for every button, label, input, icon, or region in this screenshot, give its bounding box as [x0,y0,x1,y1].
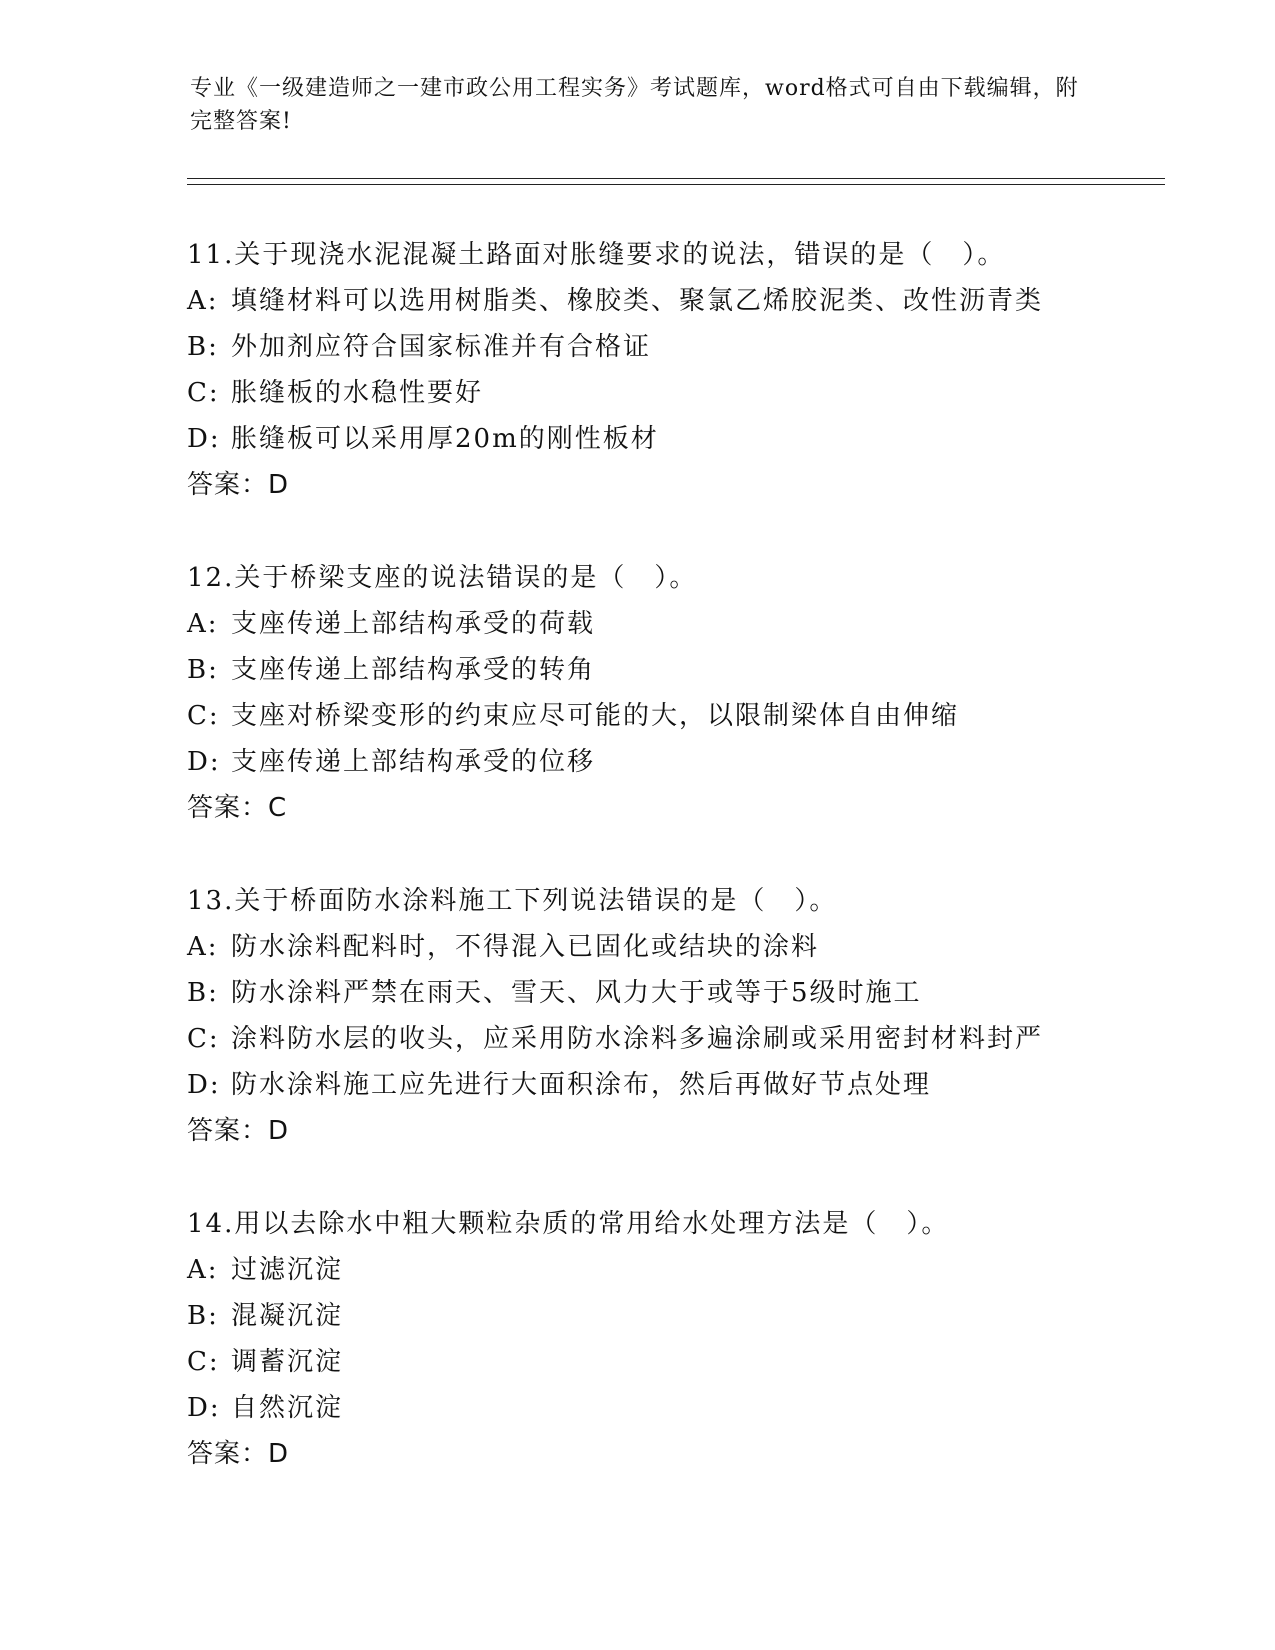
option-a [187,278,1187,324]
option-text: 支座传递上部结构承受的荷载 [231,609,596,639]
option-letter: D: [187,1070,221,1100]
option-a [187,924,1187,970]
option-letter: A: [187,609,219,639]
option-d [187,739,1187,785]
option-text: 混凝沉淀 [231,1301,344,1331]
option-text: 涂料防水层的收头，应采用防水涂料多遍涂刷或采用密封材料封严 [231,1024,1044,1054]
option-letter: D: [187,424,221,454]
option-text: 填缝材料可以选用树脂类、橡胶类、聚氯乙烯胶泥类、改性沥青类 [231,286,1044,316]
answer-line [187,1108,1187,1154]
option-letter: B: [187,655,219,685]
option-b [187,1293,1187,1339]
option-a [187,601,1187,647]
option-text: 支座传递上部结构承受的转角 [231,655,596,685]
option-b [187,970,1187,1016]
option-text: 自然沉淀 [231,1393,344,1423]
option-letter: A: [187,932,219,962]
option-letter: A: [187,286,219,316]
answer-value: C [268,793,288,823]
question-stem: 11.关于现浇水泥混凝土路面对胀缝要求的说法，错误的是（ ）。 [187,240,1006,270]
option-text: 支座传递上部结构承受的位移 [231,747,596,777]
option-letter: B: [187,1301,219,1331]
option-text: 支座对桥梁变形的约束应尽可能的大，以限制梁体自由伸缩 [231,701,960,731]
option-d [187,1062,1187,1108]
option-letter: A: [187,1255,219,1285]
option-text: 防水涂料施工应先进行大面积涂布，然后再做好节点处理 [231,1070,932,1100]
answer-value: D [268,1439,290,1469]
answer-label: 答案： [187,1439,269,1469]
option-letter: D: [187,1393,221,1423]
option-b [187,647,1187,693]
header-rule-bottom [187,184,1165,185]
answer-value: D [268,470,290,500]
option-text: 胀缝板的水稳性要好 [231,378,484,408]
option-c [187,693,1187,739]
question-stem: 12.关于桥梁支座的说法错误的是（ ）。 [187,563,698,593]
question-stem: 13.关于桥面防水涂料施工下列说法错误的是（ ）。 [187,886,838,916]
question-stem: 14.用以去除水中粗大颗粒杂质的常用给水处理方法是（ ）。 [187,1209,950,1239]
answer-label: 答案： [187,1116,269,1146]
option-c [187,1339,1187,1385]
option-text: 防水涂料配料时，不得混入已固化或结块的涂料 [231,932,820,962]
option-letter: B: [187,332,219,362]
option-b [187,324,1187,370]
option-text: 防水涂料严禁在雨天、雪天、风力大于或等于5级时施工 [231,978,922,1008]
option-letter: C: [187,1024,220,1054]
question-12 [187,555,1187,831]
option-d [187,416,1187,462]
question-14 [187,1201,1187,1477]
option-c [187,1016,1187,1062]
option-text: 过滤沉淀 [231,1255,344,1285]
answer-value: D [268,1116,290,1146]
option-letter: C: [187,1347,220,1377]
header-rule-top [187,178,1165,179]
option-letter: D: [187,747,221,777]
option-text: 外加剂应符合国家标准并有合格证 [231,332,652,362]
option-text: 胀缝板可以采用厚20m的刚性板材 [231,424,659,454]
question-11 [187,232,1187,508]
answer-line [187,462,1187,508]
option-letter: C: [187,378,220,408]
option-letter: C: [187,701,220,731]
option-letter: B: [187,978,219,1008]
answer-line [187,785,1187,831]
question-13 [187,878,1187,1154]
question-list [187,232,1187,1524]
answer-label: 答案： [187,793,269,823]
option-a [187,1247,1187,1293]
document-header: 专业《一级建造师之一建市政公用工程实务》考试题库，word格式可自由下载编辑，附完整答案! [190,76,1079,134]
option-c [187,370,1187,416]
answer-label: 答案： [187,470,269,500]
answer-line [187,1431,1187,1477]
option-d [187,1385,1187,1431]
option-text: 调蓄沉淀 [231,1347,344,1377]
